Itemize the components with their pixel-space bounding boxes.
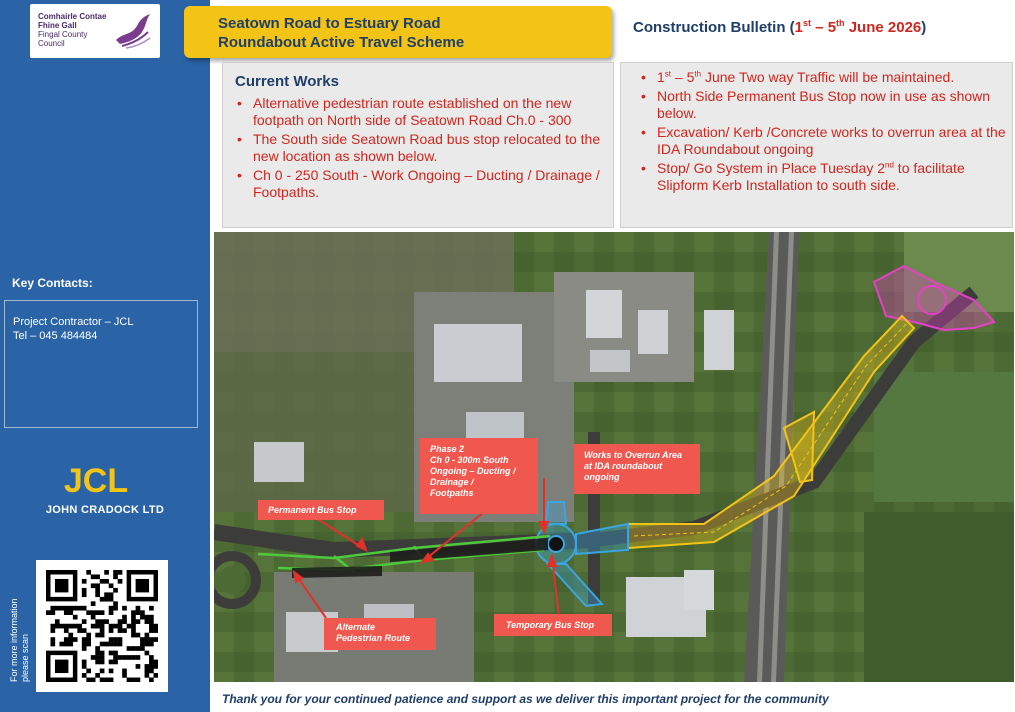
callout-alternate-line2: Pedestrian Route (336, 633, 411, 643)
update4-b: to facilitate Slipform Kerb Installation to south side. (657, 160, 965, 193)
current-works-panel (222, 62, 614, 228)
jcl-logo-text: JCL (64, 462, 128, 496)
council-name-line3: Fingal County (38, 30, 88, 39)
council-name-line1: Comhairle Contae (38, 12, 107, 21)
fingal-council-logo (30, 4, 160, 58)
footer-message: Thank you for your continued patience and support as we deliver this important project for the community (222, 692, 829, 706)
callout-phase2 (420, 438, 538, 514)
update4-a: Stop/ Go System in Place Tuesday 2 (657, 160, 886, 176)
update1-c: June Two way Traffic will be maintained. (701, 69, 955, 85)
list-item: • Alternative pedestrian route established on the new footpath on North side of Seatown Road Ch.0 - 300 (235, 95, 605, 129)
update1-a: 1 (657, 69, 665, 85)
callout-overrun-line3: ongoing (584, 472, 620, 482)
aerial-map[interactable] (214, 232, 1014, 682)
bird-emblem-icon (112, 10, 154, 52)
current-works-list (235, 95, 605, 203)
update4-sup: nd (885, 160, 894, 170)
page-title-line1: Seatown Road to Estuary Road (218, 15, 441, 32)
bulletin-dash: – (811, 19, 828, 36)
callout-overrun-area (574, 444, 700, 494)
bulletin-prefix: Construction Bulletin ( (633, 19, 795, 36)
sidebar (0, 0, 210, 712)
qr-code-icon (46, 570, 158, 682)
list-item: • Excavation/ Kerb /Concrete works to overrun area at the IDA Roundabout ongoing (639, 124, 1009, 158)
qr-caption-line1: For more information (9, 598, 19, 682)
list-item: • North Side Permanent Bus Stop now in use as shown below. (639, 88, 1009, 122)
list-item (639, 160, 1009, 194)
key-contacts-title: Key Contacts: (12, 276, 93, 290)
updates-panel (620, 62, 1013, 228)
council-name-line4: Council (38, 39, 65, 48)
callout-overrun-line1: Works to Overrun Area (584, 450, 683, 460)
jcl-logo (64, 462, 128, 496)
callout-alternate-line1: Alternate (336, 622, 376, 632)
contact-phone: Tel – 045 484484 (13, 330, 98, 342)
update1-b: – 5 (671, 69, 695, 85)
callout-phase2-line3: Ongoing – Ducting / (430, 466, 516, 476)
update1-sup1: st (664, 69, 672, 79)
contact-box (4, 300, 198, 428)
callout-alternate-route (324, 618, 436, 650)
callout-permanent-bus-stop (258, 500, 384, 520)
title-banner (184, 6, 612, 58)
callout-phase2-line1: Phase 2 (430, 444, 465, 454)
update1-sup2: th (694, 69, 702, 79)
callout-permanent-bus-stop-text: Permanent Bus Stop (268, 505, 357, 515)
company-name: JOHN CRADOCK LTD (45, 504, 165, 516)
page-title (218, 14, 464, 52)
qr-caption-line2: please scan (20, 633, 30, 682)
callout-temporary-bus-stop (494, 614, 612, 636)
callout-temporary-bus-stop-text: Temporary Bus Stop (506, 620, 595, 630)
bulletin-suffix: ) (921, 19, 927, 36)
bulletin-dates (795, 19, 922, 36)
bulletin-title (633, 18, 926, 36)
updates-list (639, 69, 1009, 196)
bulletin-d2: 5 (827, 19, 837, 36)
council-name (38, 12, 106, 48)
current-works-heading: Current Works (235, 73, 339, 90)
list-item (639, 69, 1009, 86)
callout-phase2-line5: Footpaths (430, 488, 474, 498)
page-title-line2: Roundabout Active Travel Scheme (218, 34, 465, 51)
bulletin-month: June 2026 (844, 19, 922, 36)
qr-caption (9, 598, 31, 682)
callout-phase2-line2: Ch 0 - 300m South (430, 455, 509, 465)
list-item: • Ch 0 - 250 South - Work Ongoing – Ducting / Drainage / Footpaths. (235, 167, 605, 201)
callout-phase2-line4: Drainage / (430, 477, 474, 487)
bulletin-s2: th (836, 18, 845, 28)
callout-overrun-line2: at IDA roundabout (584, 461, 663, 471)
qr-code[interactable] (36, 560, 168, 692)
list-item: • The South side Seatown Road bus stop relocated to the new location as shown below. (235, 131, 605, 165)
contact-contractor: Project Contractor – JCL (13, 316, 134, 328)
bulletin-s1: st (803, 18, 812, 28)
bulletin-d1: 1 (794, 19, 803, 36)
council-name-line2: Fhine Gall (38, 21, 77, 30)
